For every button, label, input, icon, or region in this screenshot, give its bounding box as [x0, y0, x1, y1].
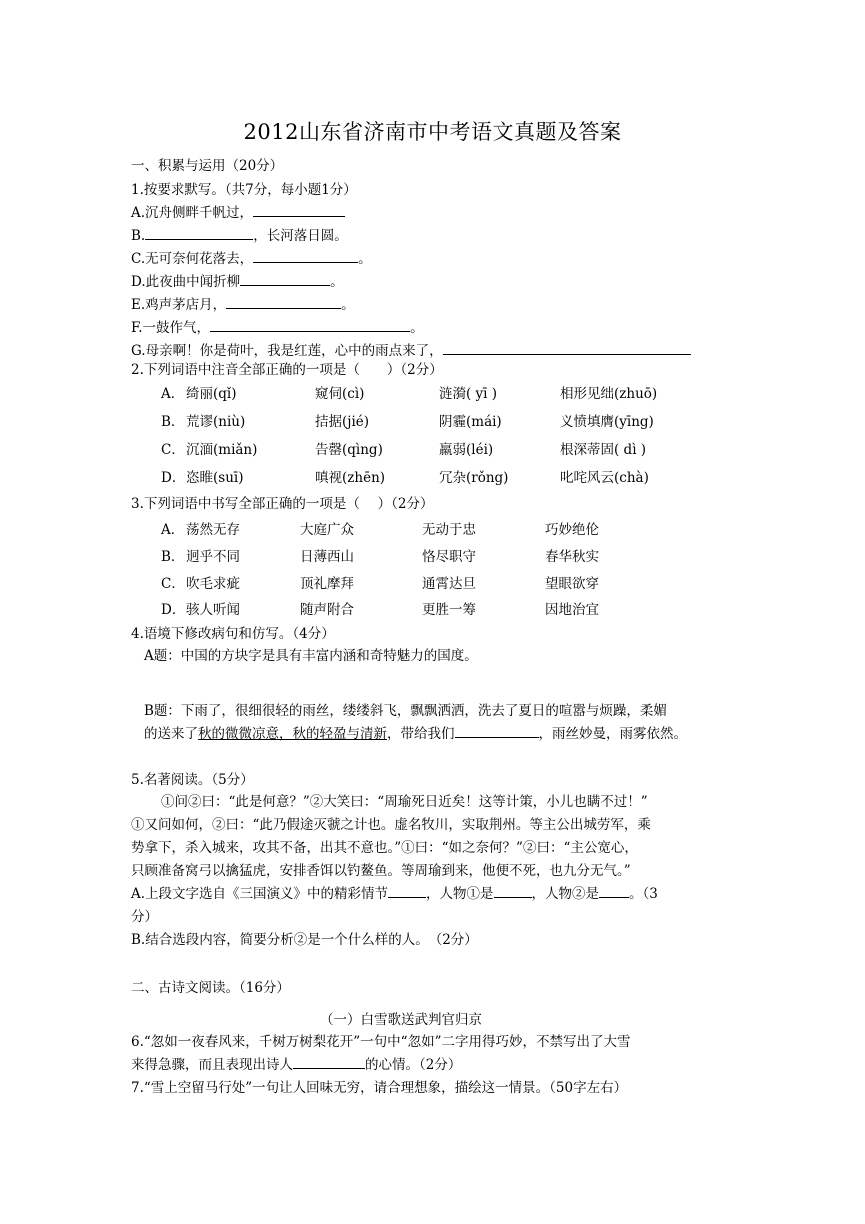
- q5-p4: 只顾准备窝弓以擒猛虎，安排香饵以钓鳌鱼。等周瑜到来，他便不死，也九分无气。”: [131, 863, 631, 879]
- q2-option-row3-col4: 羸弱(léi): [439, 442, 494, 458]
- q1-c-text: C.无可奈何花落去，: [131, 251, 254, 267]
- section1-heading: 一、积累与运用（20分）: [131, 158, 284, 174]
- q4-b2-end: ，雨丝妙曼，雨雾依然。: [538, 726, 687, 742]
- q1-d: [131, 270, 344, 290]
- q1-g: [131, 339, 691, 359]
- q1-e-end: 。: [341, 297, 355, 313]
- q3-option-row4-col3: 随声附合: [300, 602, 354, 618]
- q2-option-row3-col2: 沉湎(miǎn): [186, 442, 258, 458]
- q1-g-text: G.母亲啊！你是荷叶，我是红莲，心中的雨点来了，: [131, 343, 443, 359]
- q3-option-row4-col1: D．: [161, 602, 186, 618]
- q3-option-row2-col3: 日薄西山: [300, 549, 354, 565]
- q4-b2-underlined: 秋的微微凉意，秋的轻盈与清新: [198, 726, 387, 742]
- q1-a: [131, 201, 345, 221]
- q3-option-row1-col4: 无动于忠: [422, 522, 476, 538]
- q3-option-row1-col2: 荡然无存: [186, 522, 240, 538]
- q1-e-text: E.鸡声茅店月，: [131, 297, 227, 313]
- q5-p3: 势拿下，杀入城来，攻其不备，出其不意也。”①曰：“如之奈何？”②曰：“主公宽心，: [131, 840, 638, 856]
- q2-option-row4-col3: 嗔视(zhēn): [315, 470, 386, 486]
- q2-option-row1-col3: 窥伺(cì): [315, 386, 365, 402]
- q1-d-blank[interactable]: [240, 271, 330, 286]
- q2-prompt: 2.下列词语中注音全部正确的一项是（ ）（2分）: [131, 362, 443, 378]
- q6-line1: 6.“忽如一夜春风来，千树万树梨花开”一句中“忽如”二字用得巧妙，不禁写出了大雪: [131, 1034, 631, 1050]
- q2-option-row2-col5: 义愤填膺(yīng): [560, 414, 654, 430]
- q2-option-row4-col4: 冗杂(rǒng): [439, 470, 509, 486]
- q2-option-row2-col4: 阴霾(mái): [439, 414, 502, 430]
- q1-d-text: D.此夜曲中闻折柳: [131, 274, 241, 290]
- q5-a-text2: ，人物①是: [426, 886, 494, 902]
- q3-option-row2-col1: B．: [161, 549, 185, 565]
- q1-c-blank[interactable]: [253, 248, 358, 263]
- q3-option-row1-col5: 巧妙绝伦: [545, 522, 599, 538]
- q5-a-blank3[interactable]: [599, 883, 629, 898]
- q2-option-row2-col2: 荒谬(niù): [186, 414, 246, 430]
- q1-f-text: F.一鼓作气，: [131, 320, 211, 336]
- q4-b-line2: [144, 722, 687, 742]
- q5-a-blank1[interactable]: [388, 883, 426, 898]
- q1-f: [131, 316, 424, 336]
- q3-option-row4-col2: 骇人听闻: [186, 602, 240, 618]
- q1-c: [131, 247, 372, 267]
- q3-option-row2-col5: 春华秋实: [545, 549, 599, 565]
- q3-prompt: 3.下列词语中书写全部正确的一项是（ ）（2分）: [131, 496, 434, 512]
- q4-b-line1: B题：下雨了，很细很轻的雨丝，缕缕斜飞，飘飘洒洒，洗去了夏日的喧嚣与烦躁，柔媚: [144, 703, 667, 719]
- q2-option-row3-col1: C．: [161, 442, 185, 458]
- q1-a-text: A.沉舟侧畔千帆过，: [131, 205, 254, 221]
- q1-c-end: 。: [358, 251, 372, 267]
- q3-option-row1-col3: 大庭广众: [300, 522, 354, 538]
- q5-a-text3: ，人物②是: [531, 886, 600, 902]
- q6-line2: [131, 1053, 461, 1073]
- q1-prompt: 1.按要求默写。（共7分，每小题1分）: [131, 182, 357, 198]
- q1-e: [131, 293, 355, 313]
- q3-option-row2-col2: 迥乎不同: [186, 549, 240, 565]
- q2-option-row1-col4: 涟漪( yī ): [439, 386, 498, 402]
- q1-a-blank[interactable]: [253, 202, 345, 217]
- q2-option-row2-col1: B．: [161, 414, 185, 430]
- q5-a-cont: 分）: [131, 909, 158, 925]
- q2-option-row1-col1: A．: [161, 386, 185, 402]
- q2-option-row4-col1: D．: [161, 470, 186, 486]
- q1-d-end: 。: [330, 274, 344, 290]
- q2-option-row3-col5: 根深蒂固( dì ): [560, 442, 647, 458]
- q3-option-row4-col4: 更胜一筹: [422, 602, 476, 618]
- q5-a-text1: A.上段文字选自《三国演义》中的精彩情节: [131, 886, 389, 902]
- q2-option-row4-col2: 恣睢(suī): [186, 470, 244, 486]
- q1-g-blank[interactable]: [443, 340, 691, 355]
- q5-a: [131, 882, 658, 902]
- q3-option-row3-col3: 顶礼摩拜: [300, 576, 354, 592]
- q2-option-row4-col5: 叱咤风云(chà): [560, 470, 649, 486]
- q5-a-text4: 。（3: [629, 886, 658, 902]
- q1-e-blank[interactable]: [226, 294, 341, 309]
- q5-p2: ①又问如何，②曰：“此乃假途灭虢之计也。虚名牧川，实取荆州。等主公出城劳军，乘: [131, 817, 651, 833]
- section2-heading: 二、古诗文阅读。（16分）: [131, 980, 290, 996]
- poem-subtitle: （一）白雪歌送武判官归京: [320, 1012, 482, 1028]
- q2-option-row1-col5: 相形见绌(zhuō): [560, 386, 658, 402]
- q4-b2-mid: ，带给我们: [387, 726, 455, 742]
- q4-b2-pre: 的送来了: [144, 726, 198, 742]
- q1-b-prefix: B.: [131, 228, 146, 244]
- q4-prompt: 4.语境下修改病句和仿写。（4分）: [131, 626, 335, 642]
- q6-text-a: 来得急骤，而且表现出诗人: [131, 1057, 293, 1073]
- q1-f-end: 。: [410, 320, 424, 336]
- q3-option-row4-col5: 因地治宜: [545, 602, 599, 618]
- q2-option-row1-col2: 绮丽(qǐ): [186, 386, 237, 402]
- q6-blank[interactable]: [293, 1054, 365, 1069]
- q5-prompt: 5.名著阅读。（5分）: [131, 772, 254, 788]
- q5-p1: ①问②曰：“此是何意？”②大笑曰：“周瑜死日近矣！这等计策，小儿也瞒不过！”: [161, 794, 648, 810]
- q1-b-suffix: ，长河落日圆。: [253, 228, 348, 244]
- q5-a-blank2[interactable]: [494, 883, 532, 898]
- q3-option-row1-col1: A．: [161, 522, 185, 538]
- q2-option-row3-col3: 告罄(qìng): [315, 442, 383, 458]
- q1-f-blank[interactable]: [210, 317, 410, 332]
- q5-b: B.结合选段内容，简要分析②是一个什么样的人。 （2分）: [131, 932, 478, 948]
- q6-text-b: 的心情。（2分）: [365, 1057, 462, 1073]
- q4-a: A题：中国的方块字是具有丰富内涵和奇特魅力的国度。: [144, 648, 478, 664]
- q3-option-row3-col5: 望眼欲穿: [545, 576, 599, 592]
- page-title: 2012山东省济南市中考语文真题及答案: [243, 120, 622, 144]
- q3-option-row3-col1: C．: [161, 576, 185, 592]
- q3-option-row3-col2: 吹毛求疵: [186, 576, 240, 592]
- q1-b: [131, 224, 348, 244]
- q1-b-blank[interactable]: [145, 225, 253, 240]
- q3-option-row3-col4: 通霄达旦: [422, 576, 476, 592]
- q7: 7.“雪上空留马行处”一句让人回味无穷，请合理想象，描绘这一情景。（50字左右）: [131, 1080, 628, 1096]
- q2-option-row2-col3: 拮据(jié): [315, 414, 370, 430]
- q4-b-blank[interactable]: [455, 723, 539, 738]
- q3-option-row2-col4: 恪尽职守: [422, 549, 476, 565]
